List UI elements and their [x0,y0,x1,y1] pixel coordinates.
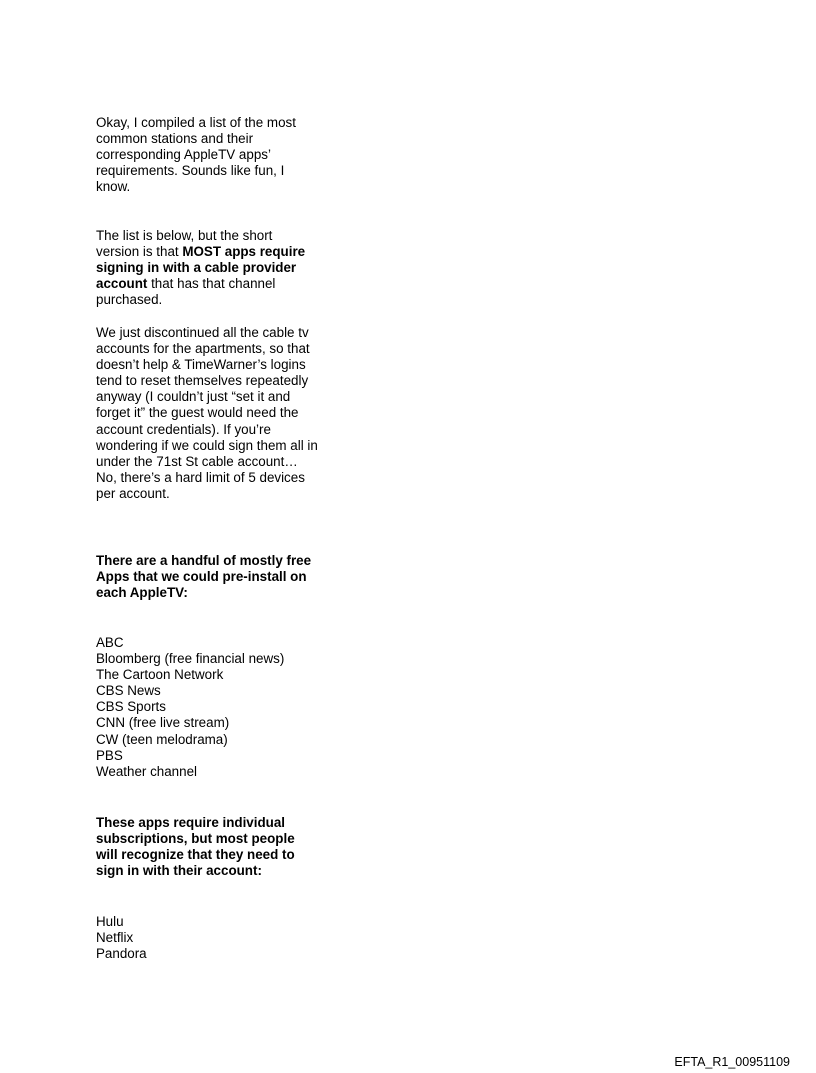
list-item: CBS Sports [96,699,166,715]
summary-lead: The list is below, but the short version is that [96,228,273,260]
subscription-apps-heading: These apps require individual subscriptions, but most people will recognize that they need to sign in with their account: [96,815,295,879]
summary-emphasis: MOST apps require signing in with a cable provider account [96,244,306,292]
details-paragraph: We just discontinued all the cable tv accounts for the apartments, so that doesn’t help & TimeWarner’s logins tend to reset themselves repeatedly anyway (I couldn’t just “set it and forget it” the guest would need the account credentials). If you’re wondering if we could sign them all in under the 71st St cable account… No, there’s a hard limit of 5 devices per account. [96,325,318,501]
list-item: Weather channel [96,763,197,779]
list-item: Netflix [96,930,134,946]
list-item: The Cartoon Network [96,667,224,683]
summary-paragraph [96,228,318,308]
free-apps-list [96,635,356,780]
summary-tail: that has that channel purchased. [96,276,276,308]
list-item: Hulu [96,914,124,929]
intro-paragraph: Okay, I compiled a list of the most common stations and their corresponding AppleTV apps’ requirements. Sounds like fun, I know. [96,115,296,195]
document-id: EFTA_R1_00951109 [674,1055,790,1069]
list-item: CBS News [96,683,161,699]
list-item: ABC [96,635,124,650]
list-item: CNN (free live stream) [96,715,230,731]
list-item: Pandora [96,946,147,962]
subscription-apps-list [96,914,356,962]
free-apps-heading: There are a handful of mostly free Apps that we could pre-install on each AppleTV: [96,553,312,601]
list-item: PBS [96,747,123,763]
list-item: CW (teen melodrama) [96,731,228,747]
list-item: Bloomberg (free financial news) [96,651,285,667]
